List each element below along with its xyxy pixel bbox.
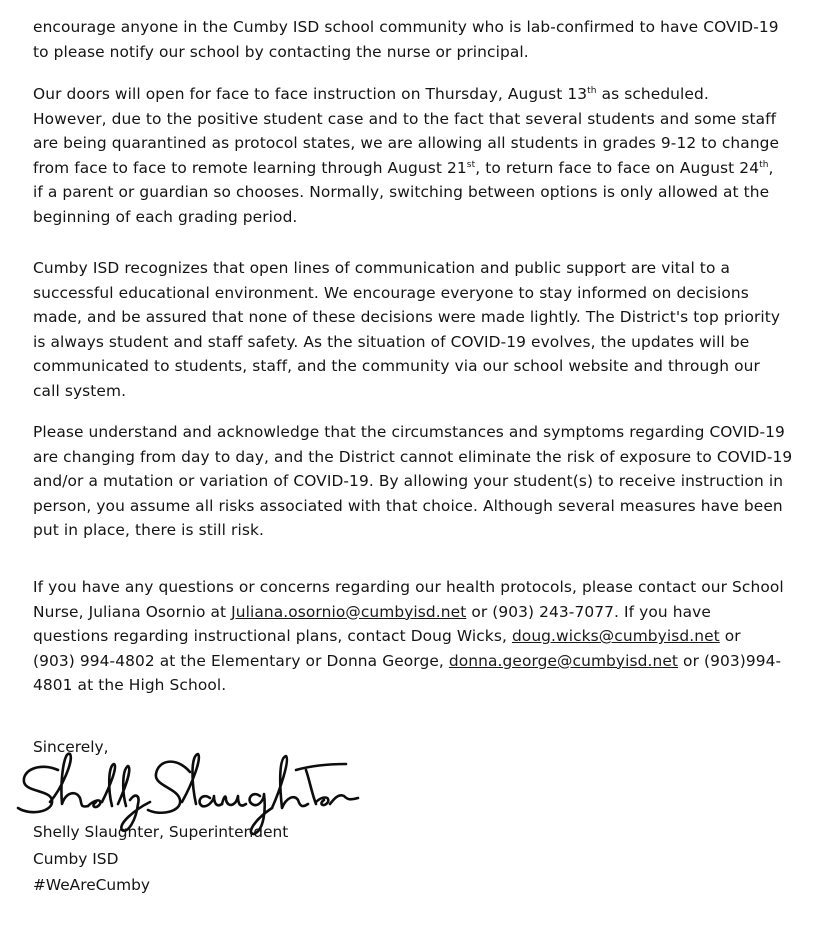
text-line: Please understand and acknowledge that the circumstances and symptoms regarding COVID-19 [33,423,785,441]
paragraph-risk [33,420,823,543]
paragraph-notify [33,15,823,64]
text-line: (903) 994-4802 at the Elementary or Donna George, donna.george@cumbyisd.net or (903)994- [33,651,782,670]
text-line: call system. [33,381,127,400]
donna-george-email-link[interactable]: donna.george@cumbyisd.net [448,651,679,670]
text-line: person, you assume all risks associated with that choice. Although several measures have been [33,496,783,515]
doug-wicks-email-link[interactable]: doug.wicks@cumbyisd.net [511,627,720,646]
text-line: If you have any questions or concerns regarding our health protocols, please contact our School [33,578,784,596]
text-line: is always student and staff safety. As the situation of COVID-19 evolves, the updates will be [33,332,750,351]
text-line: questions regarding instructional plans, contact Doug Wicks, doug.wicks@cumbyisd.net or [33,627,741,646]
text-line: However, due to the positive student case and to the fact that several students and some staff [33,109,777,128]
text-line: if a parent or guardian so chooses. Normally, switching between options is only allowed at the [33,183,770,202]
text-line: Cumby ISD recognizes that open lines of communication and public support are vital to a [33,259,730,277]
text-line: communicated to students, staff, and the community via our school website and through our [33,357,760,376]
text-line: to please notify our school by contacting the nurse or principal. [33,42,529,61]
text-line: encourage anyone in the Cumby ISD school community who is lab-confirmed to have COVID-19 [33,18,779,36]
paragraph-communication [33,256,823,404]
text-line: Nurse, Juliana Osornio at Juliana.osornio@cumbyisd.net or (903) 243-7077. If you have [33,602,711,621]
signer-name-title: Shelly Slaughter, Superintendent [33,823,289,841]
text-line: made, and be assured that none of these decisions were made lightly. The District's top priority [33,308,781,327]
text-line: 4801 at the High School. [33,676,227,695]
nurse-email-link[interactable]: Juliana.osornio@cumbyisd.net [231,602,467,621]
signer-organization: Cumby ISD [33,850,119,868]
text-line: from face to face to remote learning through August 21st, to return face to face on August 24th, [33,158,774,177]
text-line: and/or a mutation or variation of COVID-19. By allowing your student(s) to receive instruction in [33,472,784,491]
paragraph-doors-open [33,82,823,230]
paragraph-contacts [33,575,823,698]
text-line: successful educational environment. We encourage everyone to stay informed on decisions [33,283,749,302]
text-line: beginning of each grading period. [33,207,298,226]
text-line: Our doors will open for face to face instruction on Thursday, August 13th as scheduled. [33,85,709,103]
hashtag: #WeAreCumby [33,876,151,894]
closing-sincerely: Sincerely, [33,738,109,756]
text-line: are changing from day to day, and the District cannot eliminate the risk of exposure to COVID-19 [33,447,793,466]
text-line: put in place, there is still risk. [33,521,264,540]
text-line: are being quarantined as protocol states, we are allowing all students in grades 9-12 to change [33,134,780,153]
